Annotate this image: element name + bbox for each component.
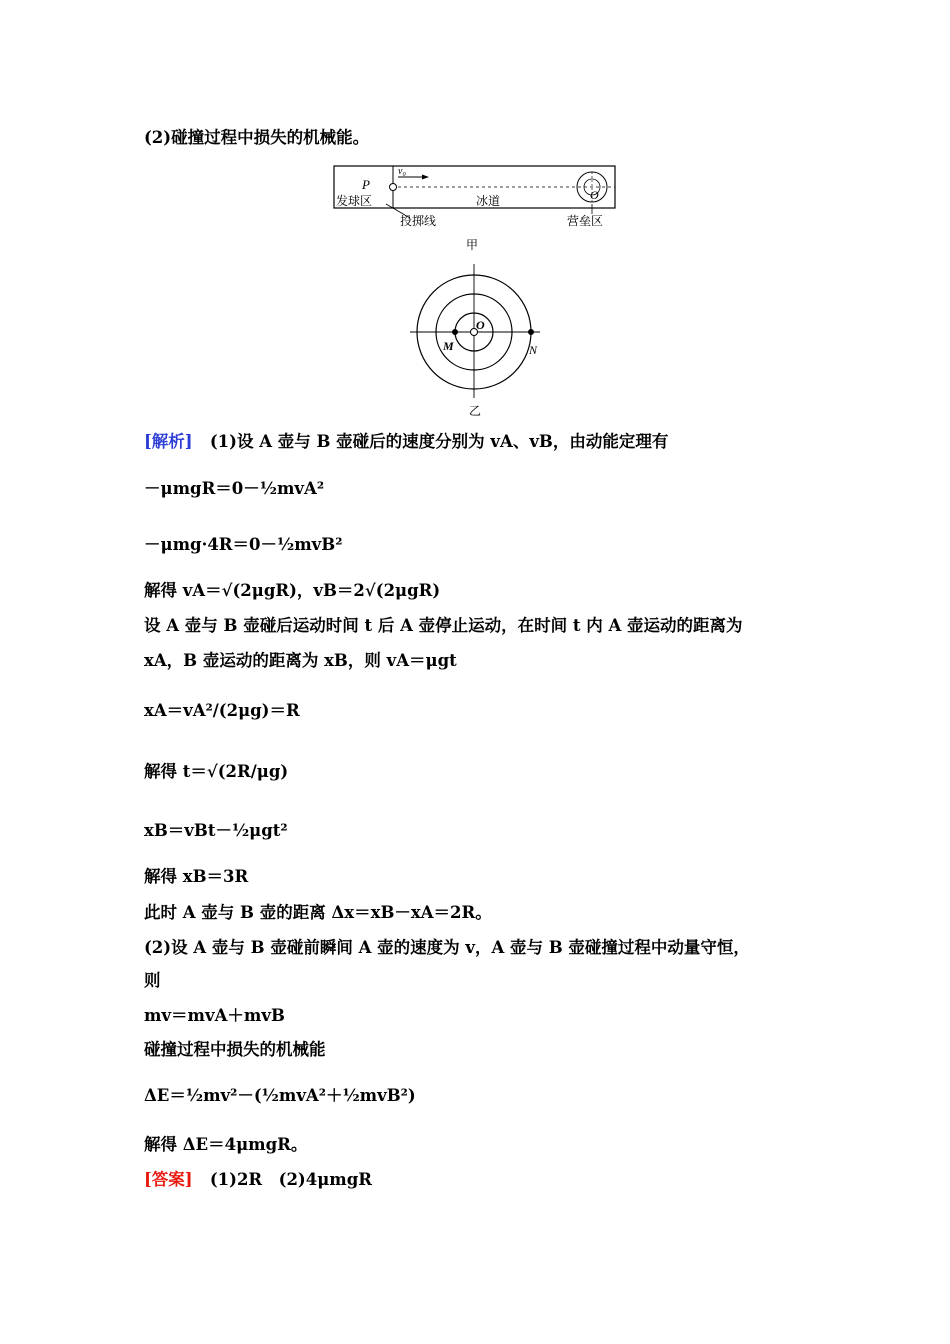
text-l6: xA，B 壶运动的距离为 xB，则 vA＝μgt xyxy=(144,651,457,670)
equation-l7: xA＝vA²/(2μg)＝R xyxy=(144,701,300,720)
text-l17: 解得 ΔE＝4μmgR。 xyxy=(144,1135,308,1154)
question-part: (2)碰撞过程中损失的机械能。 xyxy=(144,128,370,147)
stone-p xyxy=(390,184,397,191)
label-ice-track: 冰道 xyxy=(476,194,501,208)
equation-l14: mv＝mvA＋mvB xyxy=(144,1006,285,1025)
text-l5: 设 A 壶与 B 壶碰后运动时间 t 后 A 壶停止运动，在时间 t 内 A 壶运动的距离为 xyxy=(144,616,743,635)
caption-jia: 甲 xyxy=(466,238,479,252)
text-l15: 碰撞过程中损失的机械能 xyxy=(144,1040,326,1059)
equation-l3: －μmg·4R＝0－½mvB² xyxy=(144,535,343,554)
equation-l9: xB＝vBt－½μgt² xyxy=(144,821,288,840)
label-o-jia: O xyxy=(590,188,599,202)
equation-l2: －μmgR＝0－½mvA² xyxy=(144,479,325,498)
figure-yi xyxy=(405,258,545,398)
label-v0: v₀ xyxy=(398,166,406,177)
caption-yi: 乙 xyxy=(469,404,482,418)
equation-l8: 解得 t＝√(2R/μg) xyxy=(144,762,289,781)
velocity-arrow-head xyxy=(422,175,429,180)
equation-l4: 解得 vA＝√(2μgR)，vB＝2√(2μgR) xyxy=(144,581,441,600)
figure-jia xyxy=(330,160,620,240)
answer-line xyxy=(144,1169,372,1191)
text-l12: (2)设 A 壶与 B 壶碰前瞬间 A 壶的速度为 v，A 壶与 B 壶碰撞过程中动量守恒， xyxy=(144,938,750,957)
answer-text: (1)2R (2)4μmgR xyxy=(209,1170,373,1189)
analysis-l1-text: (1)设 A 壶与 B 壶碰后的速度分别为 vA、vB，由动能定理有 xyxy=(209,432,669,451)
label-throw-line: 投掷线 xyxy=(400,214,437,228)
label-m: M xyxy=(443,339,454,353)
text-l11: 此时 A 壶与 B 壶的距离 Δx＝xB－xA＝2R。 xyxy=(144,903,492,922)
equation-l16: ΔE＝½mv²－(½mvA²＋½mvB²) xyxy=(144,1086,416,1105)
label-o-yi: O xyxy=(476,318,485,332)
point-m xyxy=(452,329,458,335)
label-p: P xyxy=(362,177,370,192)
answer-tag: [答案] xyxy=(144,1170,193,1189)
analysis-line-1 xyxy=(144,431,668,453)
label-base-zone: 营垒区 xyxy=(567,214,604,228)
label-n: N xyxy=(529,343,538,357)
text-l10: 解得 xB＝3R xyxy=(144,867,249,886)
point-n xyxy=(528,329,534,335)
label-launch-zone: 发球区 xyxy=(336,194,373,208)
analysis-tag: [解析] xyxy=(144,432,193,451)
text-l13: 则 xyxy=(144,971,161,990)
